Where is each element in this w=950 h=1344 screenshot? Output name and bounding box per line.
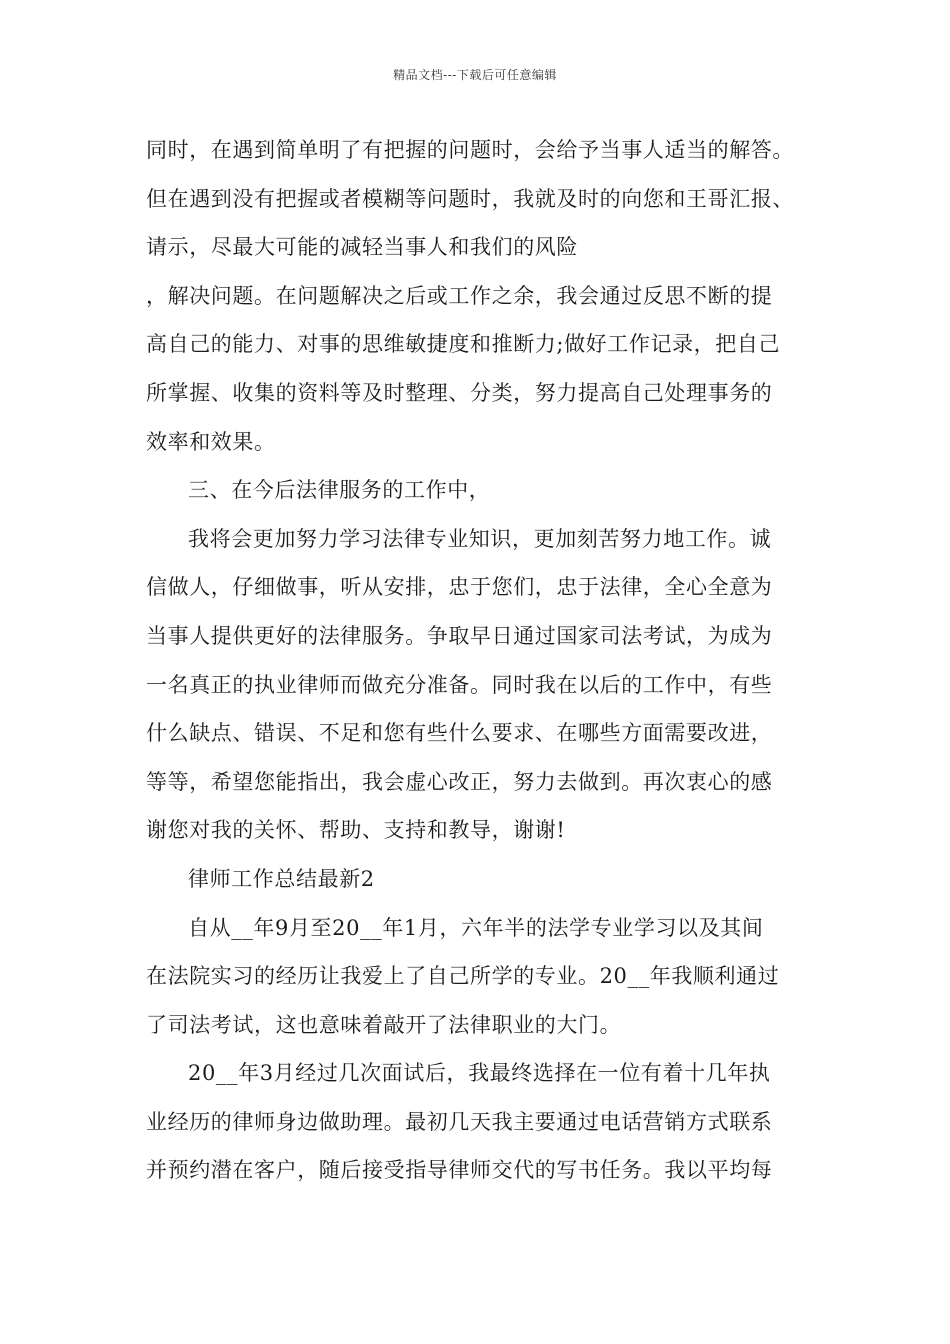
body-line: 了司法考试，这也意味着敲开了法律职业的大门。 <box>146 1012 622 1037</box>
body-line: 所掌握、收集的资料等及时整理、分类，努力提高自己处理事务的 <box>146 380 773 405</box>
body-line: 什么缺点、错误、不足和您有些什么要求、在哪些方面需要改进， <box>146 721 773 746</box>
body-line: 高自己的能力、对事的思维敏捷度和推断力;做好工作记录，把自己 <box>146 332 781 357</box>
body-line: 效率和效果。 <box>146 429 276 454</box>
body-line: 我将会更加努力学习法律专业知识，更加刻苦努力地工作。诚 <box>188 526 772 551</box>
body-line: 同时，在遇到简单明了有把握的问题时，会给予当事人适当的解答。 <box>146 138 794 162</box>
document-body <box>146 126 826 1195</box>
body-line: 但在遇到没有把握或者模糊等问题时，我就及时的向您和王哥汇报、 <box>146 186 794 211</box>
body-line: 业经历的律师身边做助理。最初几天我主要通过电话营销方式联系 <box>146 1109 773 1134</box>
page-header: 精品文档---下载后可任意编辑 <box>393 68 557 82</box>
body-line: 当事人提供更好的法律服务。争取早日通过国家司法考试，为成为 <box>146 623 773 648</box>
body-line: ，解决问题。在问题解决之后或工作之余，我会通过反思不断的提 <box>146 283 773 308</box>
body-line: 请示，尽最大可能的减轻当事人和我们的风险 <box>146 235 578 260</box>
body-line: 自从__年9月至20__年1月，六年半的法学专业学习以及其间 <box>188 915 764 940</box>
section-heading: 三、在今后法律服务的工作中， <box>188 478 491 503</box>
body-line: 一名真正的执业律师而做充分准备。同时我在以后的工作中，有些 <box>146 672 773 697</box>
body-line: 在法院实习的经历让我爱上了自己所学的专业。20__年我顺利通过 <box>146 964 780 989</box>
body-line: 20__年3月经过几次面试后，我最终选择在一位有着十几年执 <box>188 1061 771 1086</box>
body-line: 谢您对我的关怀、帮助、支持和教导，谢谢! <box>146 818 566 843</box>
body-line: 信做人，仔细做事，听从安排，忠于您们，忠于法律，全心全意为 <box>146 575 773 600</box>
body-line: 等等，希望您能指出，我会虚心改正，努力去做到。再次衷心的感 <box>146 769 773 794</box>
body-line: 并预约潜在客户，随后接受指导律师交代的写书任务。我以平均每 <box>146 1158 773 1183</box>
article-title: 律师工作总结最新2 <box>188 866 375 891</box>
